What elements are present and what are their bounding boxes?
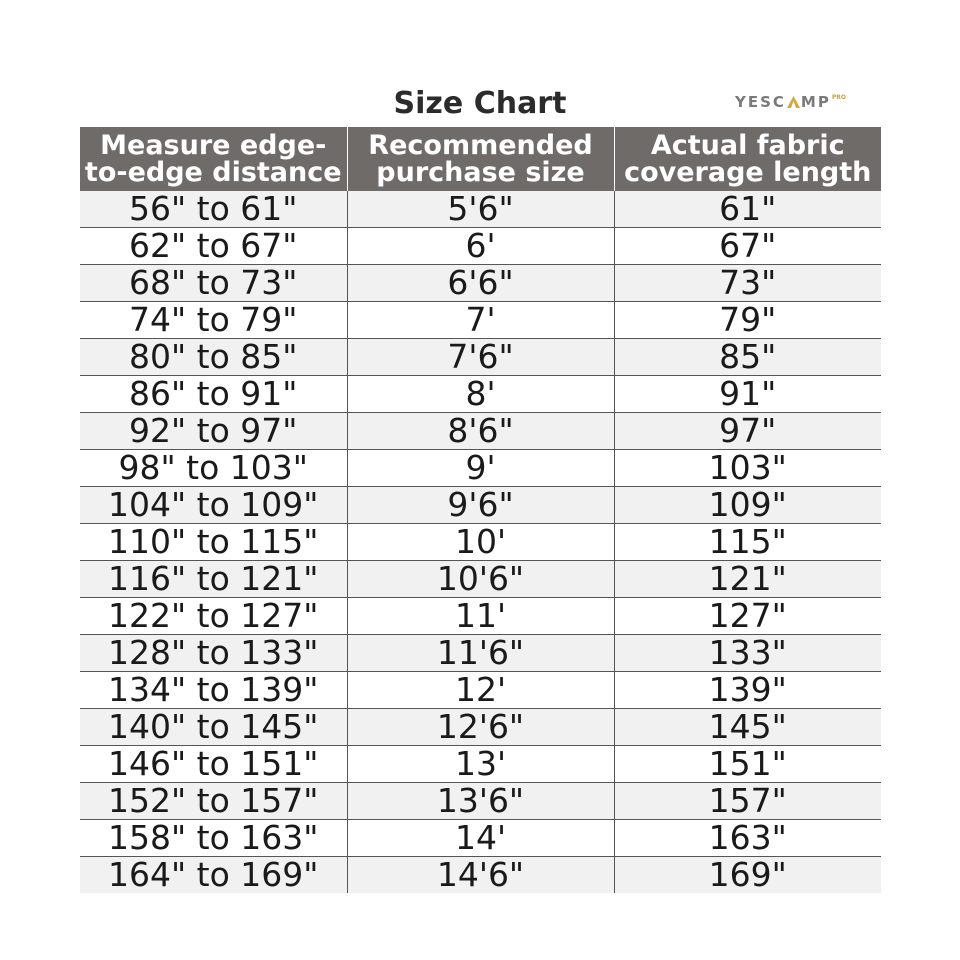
cell-coverage-length: 157": [614, 783, 881, 820]
table-row: [80, 228, 881, 265]
cell-measure-range: 74" to 79": [80, 302, 347, 339]
cell-coverage-length: 73": [614, 265, 881, 302]
cell-coverage-length: 79": [614, 302, 881, 339]
cell-recommended-size: 7'6": [347, 339, 614, 376]
table-row: [80, 746, 881, 783]
table-row: [80, 635, 881, 672]
cell-coverage-length: 103": [614, 450, 881, 487]
column-header-recommended-size: Recommended purchase size: [347, 127, 614, 191]
cell-measure-range: 62" to 67": [80, 228, 347, 265]
cell-recommended-size: 8'6": [347, 413, 614, 450]
cell-recommended-size: 11': [347, 598, 614, 635]
cell-measure-range: 56" to 61": [80, 191, 347, 228]
table-row: [80, 339, 881, 376]
table-row: [80, 561, 881, 598]
cell-recommended-size: 8': [347, 376, 614, 413]
cell-recommended-size: 14': [347, 820, 614, 857]
cell-coverage-length: 139": [614, 672, 881, 709]
cell-measure-range: 104" to 109": [80, 487, 347, 524]
table-row: [80, 672, 881, 709]
cell-coverage-length: 169": [614, 857, 881, 894]
table-row: [80, 857, 881, 894]
cell-coverage-length: 163": [614, 820, 881, 857]
cell-recommended-size: 6'6": [347, 265, 614, 302]
cell-recommended-size: 7': [347, 302, 614, 339]
cell-measure-range: 68" to 73": [80, 265, 347, 302]
table-row: [80, 413, 881, 450]
cell-recommended-size: 13'6": [347, 783, 614, 820]
cell-coverage-length: 67": [614, 228, 881, 265]
cell-measure-range: 152" to 157": [80, 783, 347, 820]
size-chart-table: [80, 127, 881, 893]
cell-recommended-size: 11'6": [347, 635, 614, 672]
table-row: [80, 376, 881, 413]
table-row: [80, 450, 881, 487]
cell-recommended-size: 6': [347, 228, 614, 265]
logo-text-start: YESC: [735, 93, 786, 111]
cell-measure-range: 146" to 151": [80, 746, 347, 783]
cell-measure-range: 80" to 85": [80, 339, 347, 376]
table-row: [80, 524, 881, 561]
table-row: [80, 820, 881, 857]
cell-measure-range: 140" to 145": [80, 709, 347, 746]
cell-measure-range: 116" to 121": [80, 561, 347, 598]
logo-text-end: MP: [800, 93, 831, 111]
table-row: [80, 302, 881, 339]
cell-measure-range: 86" to 91": [80, 376, 347, 413]
cell-recommended-size: 14'6": [347, 857, 614, 894]
cell-measure-range: 128" to 133": [80, 635, 347, 672]
cell-coverage-length: 127": [614, 598, 881, 635]
cell-measure-range: 164" to 169": [80, 857, 347, 894]
cell-coverage-length: 109": [614, 487, 881, 524]
cell-recommended-size: 12': [347, 672, 614, 709]
table-row: [80, 598, 881, 635]
cell-measure-range: 134" to 139": [80, 672, 347, 709]
table-row: [80, 709, 881, 746]
logo-superscript: PRO: [831, 94, 846, 101]
cell-measure-range: 98" to 103": [80, 450, 347, 487]
cell-coverage-length: 61": [614, 191, 881, 228]
cell-coverage-length: 151": [614, 746, 881, 783]
page-title: Size Chart: [393, 86, 567, 121]
cell-coverage-length: 115": [614, 524, 881, 561]
cell-measure-range: 110" to 115": [80, 524, 347, 561]
cell-recommended-size: 10': [347, 524, 614, 561]
cell-coverage-length: 121": [614, 561, 881, 598]
table-header-row: [80, 127, 881, 191]
table-row: [80, 487, 881, 524]
table-row: [80, 265, 881, 302]
column-header-coverage-length: Actual fabric coverage length: [614, 127, 881, 191]
cell-recommended-size: 10'6": [347, 561, 614, 598]
cell-recommended-size: 5'6": [347, 191, 614, 228]
cell-coverage-length: 97": [614, 413, 881, 450]
table-row: [80, 191, 881, 228]
cell-recommended-size: 13': [347, 746, 614, 783]
cell-measure-range: 92" to 97": [80, 413, 347, 450]
cell-measure-range: 158" to 163": [80, 820, 347, 857]
column-header-measure: Measure edge-to-edge distance: [80, 127, 347, 191]
cell-measure-range: 122" to 127": [80, 598, 347, 635]
tent-icon: [786, 95, 801, 109]
cell-coverage-length: 85": [614, 339, 881, 376]
brand-logo: [735, 92, 846, 112]
cell-recommended-size: 9'6": [347, 487, 614, 524]
cell-coverage-length: 145": [614, 709, 881, 746]
cell-coverage-length: 133": [614, 635, 881, 672]
cell-recommended-size: 12'6": [347, 709, 614, 746]
cell-recommended-size: 9': [347, 450, 614, 487]
cell-coverage-length: 91": [614, 376, 881, 413]
table-row: [80, 783, 881, 820]
